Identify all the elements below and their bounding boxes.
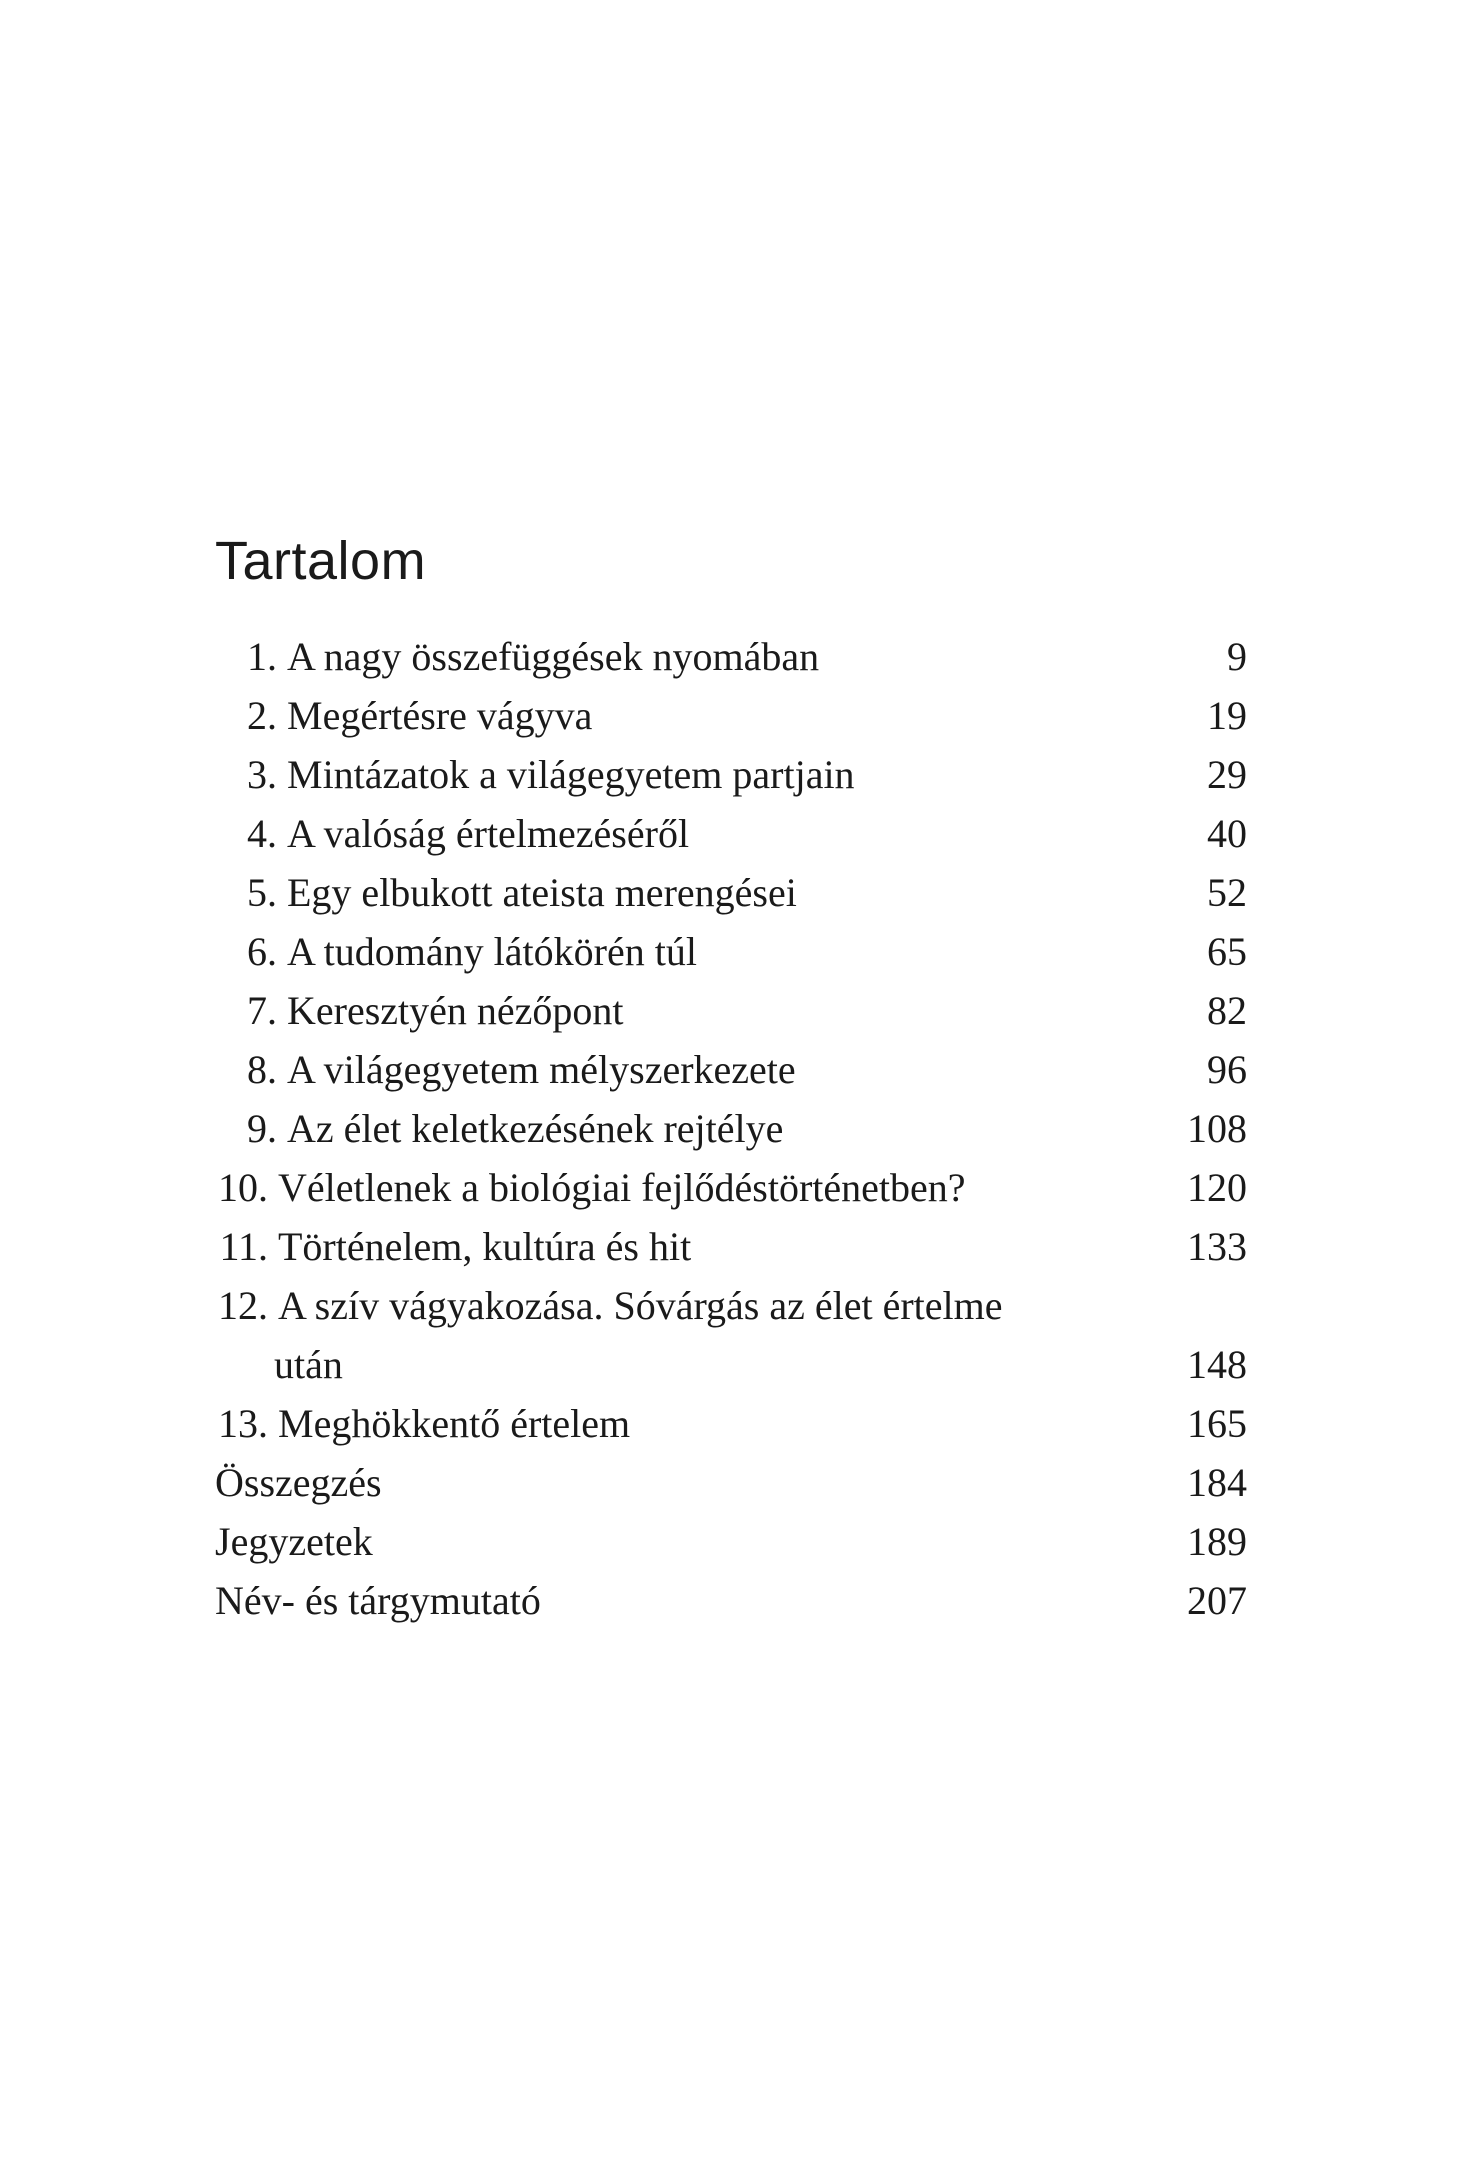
toc-entry[interactable] [215, 863, 1247, 922]
toc-entry-number: 1. [247, 634, 277, 679]
toc-entry-page: 82 [1207, 988, 1247, 1033]
toc-entry-title: Jegyzetek [215, 1519, 373, 1564]
toc-entry-page: 96 [1207, 1047, 1247, 1092]
toc-entry[interactable] [215, 1158, 1247, 1217]
toc-entry-page: 133 [1187, 1224, 1247, 1269]
toc-entry-page: 65 [1207, 929, 1247, 974]
toc-entry-continuation[interactable] [215, 1335, 1247, 1394]
toc-entry-number: 10. [218, 1165, 268, 1210]
toc-entry[interactable] [215, 627, 1247, 686]
toc-entry-number: 9. [247, 1106, 277, 1151]
toc-entry-number: 12. [218, 1283, 268, 1328]
toc-entry-page: 148 [1187, 1342, 1247, 1387]
toc-entry-page: 189 [1187, 1519, 1247, 1564]
toc-entry-number: 11. [219, 1224, 268, 1269]
toc-entry-number: 5. [247, 870, 277, 915]
toc-entry-title: A valóság értelmezéséről [287, 811, 690, 856]
toc-entry[interactable] [215, 922, 1247, 981]
toc-entry-number: 3. [247, 752, 277, 797]
toc-entry-page: 184 [1187, 1460, 1247, 1505]
toc-entry-title: A szív vágyakozása. Sóvárgás az élet értelme [278, 1283, 1003, 1328]
toc-entry-number: 6. [247, 929, 277, 974]
toc-entry-title: Egy elbukott ateista merengései [287, 870, 797, 915]
toc-entry-page: 9 [1227, 634, 1247, 679]
toc-entry-page: 19 [1207, 693, 1247, 738]
toc-entry-number: 2. [247, 693, 277, 738]
toc-entry-title: Összegzés [215, 1460, 382, 1505]
toc-entry-page: 29 [1207, 752, 1247, 797]
toc-entry[interactable] [215, 1040, 1247, 1099]
toc-entry-title: Az élet keletkezésének rejtélye [287, 1106, 784, 1151]
toc-entry[interactable] [215, 686, 1247, 745]
toc-entry-title-continuation: után [274, 1342, 343, 1387]
toc-entry-title: Név- és tárgymutató [215, 1578, 541, 1623]
toc-entry-title: A nagy összefüggések nyomában [287, 634, 820, 679]
toc-entry-title: Történelem, kultúra és hit [278, 1224, 692, 1269]
toc-entry-number: 8. [247, 1047, 277, 1092]
page-title: Tartalom [215, 531, 427, 592]
toc-entry-page: 207 [1187, 1578, 1247, 1623]
toc-entry-title: A tudomány látókörén túl [287, 929, 697, 974]
toc-entry-title: A világegyetem mélyszerkezete [287, 1047, 796, 1092]
toc-entry[interactable] [215, 1453, 1247, 1512]
toc-entry[interactable] [215, 804, 1247, 863]
toc-entry[interactable] [215, 1217, 1247, 1276]
toc-entry-title: Megértésre vágyva [287, 693, 593, 738]
toc-entry-page: 108 [1187, 1106, 1247, 1151]
toc-entry-page: 165 [1187, 1401, 1247, 1446]
toc-entry-title: Keresztyén nézőpont [287, 988, 624, 1033]
toc-entry[interactable] [215, 1099, 1247, 1158]
toc-entry[interactable] [215, 1571, 1247, 1630]
toc-entry[interactable] [215, 1394, 1247, 1453]
toc-entry-title: Véletlenek a biológiai fejlődéstörténetben? [278, 1165, 966, 1210]
toc-entry-page: 40 [1207, 811, 1247, 856]
toc-entry-number: 13. [218, 1401, 268, 1446]
toc-entry-page: 52 [1207, 870, 1247, 915]
toc-entry-page: 120 [1187, 1165, 1247, 1210]
toc-entry[interactable] [215, 1512, 1247, 1571]
toc-entry-number: 4. [247, 811, 277, 856]
toc-entry[interactable] [215, 1276, 1247, 1335]
table-of-contents [215, 627, 1247, 1630]
toc-entry[interactable] [215, 981, 1247, 1040]
toc-entry-title: Mintázatok a világegyetem partjain [287, 752, 855, 797]
toc-entry-title: Meghökkentő értelem [278, 1401, 631, 1446]
toc-entry-number: 7. [247, 988, 277, 1033]
toc-entry[interactable] [215, 745, 1247, 804]
